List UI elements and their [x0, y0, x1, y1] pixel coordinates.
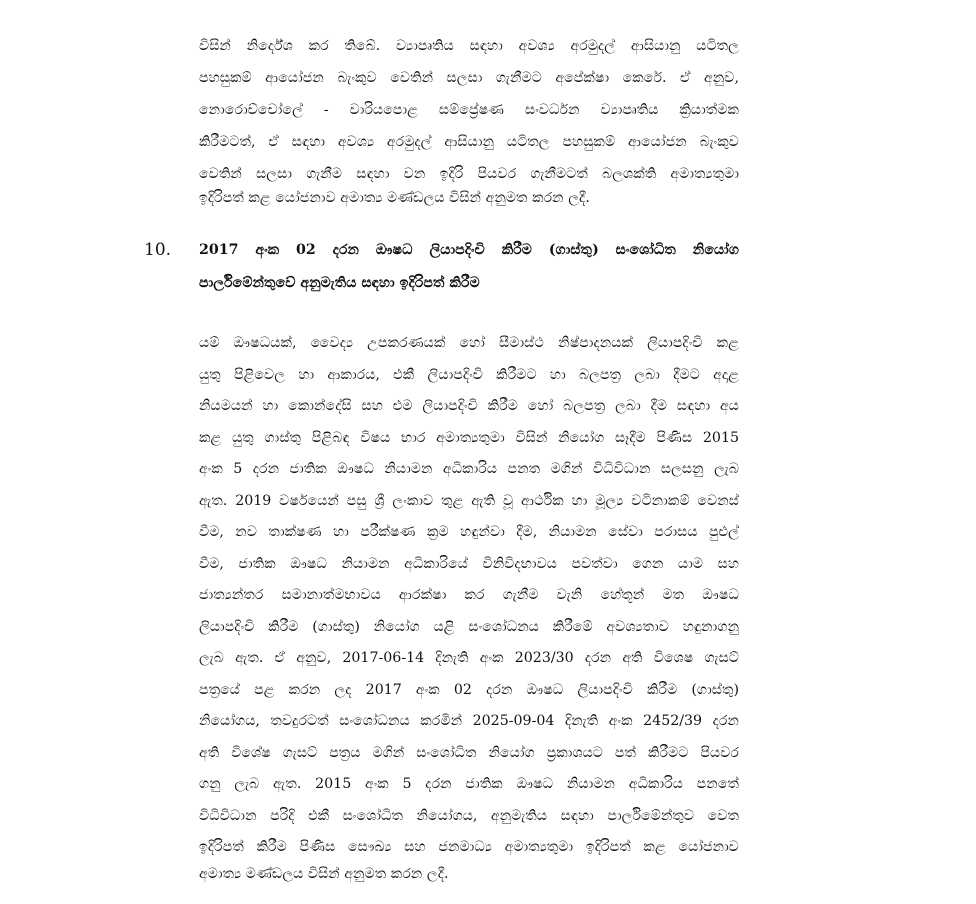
intro-line: ඉදිරිපත් කළ යෝජනාව අමාත්‍ය මණ්ඩලය විසින් අනුමත කරන ලදී. — [199, 190, 590, 206]
intro-line: කිරීමටත්, ඒ සඳහා අවශ්‍ය අරමුදල් ආසියානු යටිතල පහසුකම් ආයෝජන බැංකුව — [199, 134, 739, 150]
body-line: නියෝගය, තවදුරටත් සංශෝධනය කරමින් 2025-09-04 දිනැති අංක 2452/39 දරන — [199, 713, 739, 729]
section-heading-line: පාර්ලිමේන්තුවේ අනුමැතිය සඳහා ඉදිරිපත් කිරීම — [199, 275, 480, 291]
body-line: ගනු ලැබ ඇත. 2015 අංක 5 දරන ජාතික ඖෂධ නියාමන අධිකාරිය පනතේ — [199, 776, 739, 792]
body-line: විධිවිධාන පරිදි එකී සංශෝධිත නියෝගය, අනුමැතිය සඳහා පාර්ලිමේන්තුව වෙත — [199, 808, 739, 824]
body-line: වීම, නව තාක්ෂණ හා පරීක්ෂණ ක්‍රම හඳුන්වා දීම, නියාමන සේවා පරාසය පුළුල් — [199, 524, 739, 540]
body-line: අති විශේෂ ගැසට් පත්‍රය මගින් සංශෝධිත නියෝග ප්‍රකාශයට පත් කිරීමට පියවර — [199, 745, 739, 761]
intro-line: විසින් නිර්දේශ කර තිබේ. ව්‍යාපෘතිය සඳහා අවශ්‍ය අරමුදල් ආසියානු යටිතල — [199, 38, 739, 54]
intro-line: වෙතින් සලසා ගැනීම සඳහා වන ඉදිරි පියවර ගැනීමටත් බලශක්ති අමාත්‍යතුමා — [199, 166, 739, 182]
intro-line: පහසුකම් ආයෝජන බැංකුව වෙතින් සලසා ගැනීමට අපේක්ෂා කෙරේ. ඒ අනුව, — [199, 70, 739, 86]
body-line: ලියාපදිංචි කිරීම (ගාස්තු) නියෝග යළි සංශෝධනය කිරීමේ අවශ්‍යතාව හඳුනාගනු — [199, 619, 739, 635]
body-line: අංක 5 දරන ජාතික ඖෂධ නියාමන අධිකාරිය පනත මගින් විධිවිධාන සලසනු ලැබ — [199, 461, 739, 477]
body-line: ජාත්‍යන්තර සමානාත්මභාවය ආරක්ෂා කර ගැනීම වැනි හේතූන් මත ඖෂධ — [199, 587, 739, 603]
body-line: යුතු පිළිවෙල හා ආකාරය, එකී ලියාපදිංචි කිරීමට හා බලපත්‍ර ලබා දීමට අදාළ — [199, 367, 739, 383]
body-line: නියමයන් හා කොන්දේසි සහ එම ලියාපදිංචි කිරීම හෝ බලපත්‍ර ලබා දීම සඳහා අය — [199, 398, 739, 414]
body-line: කළ යුතු ගාස්තු පිළිබඳ විෂය භාර අමාත්‍යතුමා විසින් නියෝග සෑදීම පිණිස 2015 — [199, 430, 739, 446]
section-number: 10. — [144, 240, 172, 260]
body-line: ලැබ ඇත. ඒ අනුව, 2017-06-14 දිනැති අංක 2023/30 දරන අති විශෙෂ ගැසට් — [199, 650, 739, 666]
body-line: පත්‍රයේ පළ කරන ලද 2017 අංක 02 දරන ඖෂධ ලියාපදිංචි කිරීම (ගාස්තු) — [199, 682, 739, 698]
intro-line: නොරොච්චෝලේ - වාරියපොළ සම්ප්‍රේෂණ සංවර්ධන ව්‍යාපෘතිය ක්‍රියාත්මක — [199, 102, 739, 118]
body-line: වීම, ජාතික ඖෂධ නියාමන අධිකාරියේ විනිවිදභාවය පවත්වා ගෙන යාම සහ — [199, 556, 739, 572]
section-heading-line: 2017 අංක 02 දරන ඖෂධ ලියාපදිංචි කිරීම (ගාස්තු) සංශෝධිත නියෝග — [199, 242, 739, 258]
body-line: යම් ඖෂධයක්, වෛද්‍ය උපකරණයක් හෝ සීමාස්ථ නිෂ්පාදනයක් ලියාපදිංචි කළ — [199, 335, 739, 351]
body-line: අමාත්‍ය මණ්ඩලය විසින් අනුමත කරන ලදී. — [199, 866, 449, 882]
body-line: ඉදිරිපත් කිරීම පිණිස සෞඛ්‍ය සහ ජනමාධ්‍ය අමාත්‍යතුමා ඉදිරිපත් කළ යෝජනාව — [199, 839, 739, 855]
body-line: ඇත. 2019 වර්ෂයෙන් පසු ශ්‍රී ලංකාව තුළ ඇති වූ ආර්ථික හා මූල්‍ය වටිනාකම් වෙනස් — [199, 493, 739, 509]
